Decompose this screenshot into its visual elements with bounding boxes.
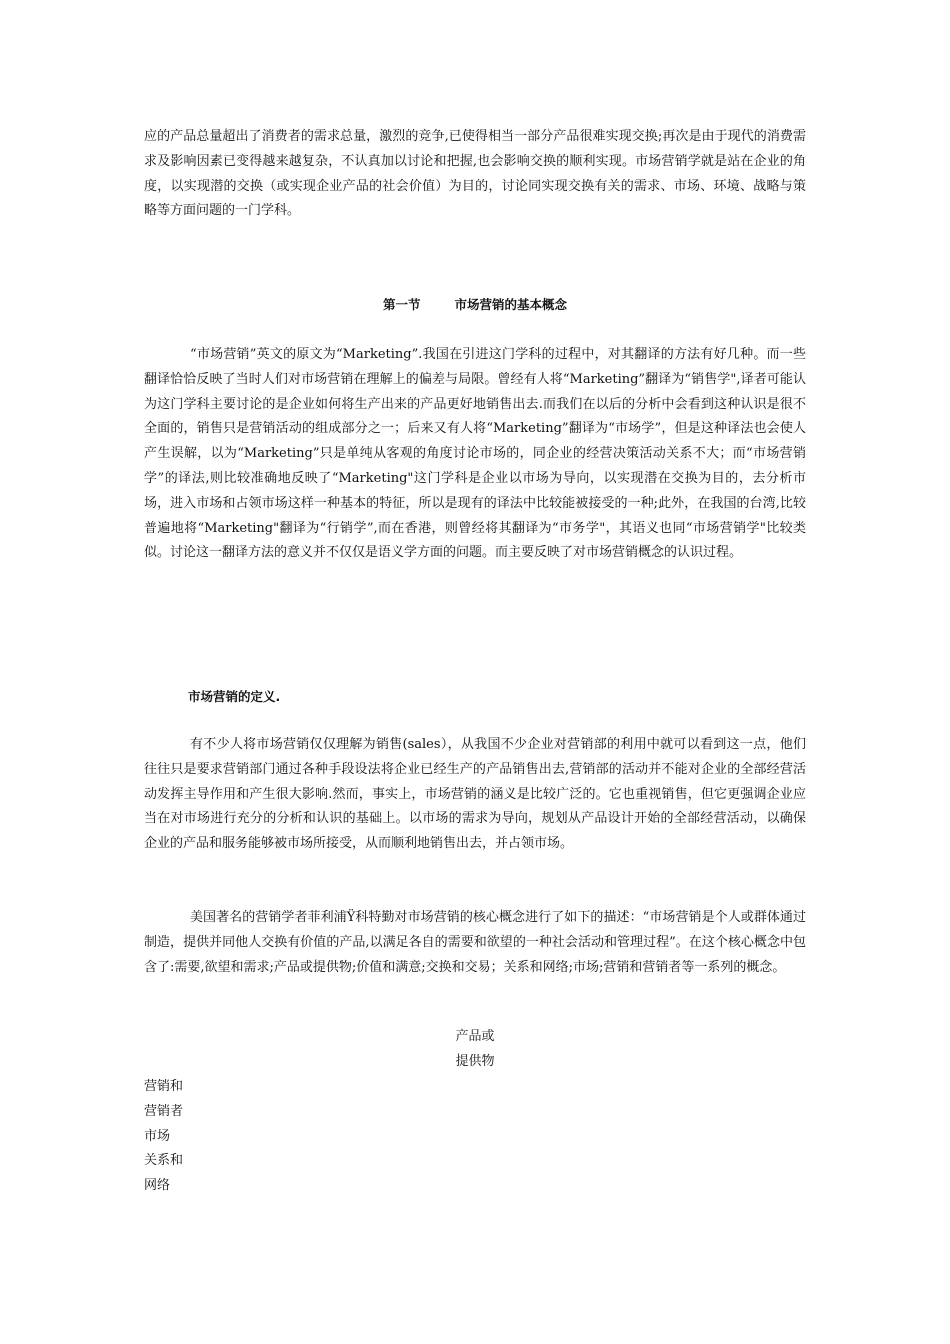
- subheading: 市场营销的定义.: [188, 689, 281, 704]
- diagram-top-label-line2: 提供物: [455, 1053, 495, 1069]
- translation-paragraph: “市场营销”英文的原文为“Marketing”.我国在引进这门学科的过程中，对其翻译的方法有好几种。而一些翻译恰恰反映了当时人们对市场营销在理解上的偏差与局限。曾经有人将“Marketing”翻译为“销售学",译者可能认为这门学科主要讨论的是企业如何将生产出来的产品更好地销售出去.而我们在以后的分析中会看到这种认识是很不全面的，销售只是营销活动的组成部分之一；后来又有人将“Marketing”翻译为“市场学”，但是这种译法也会使人产生误解，以为“Marketing”只是单纯从客观的角度讨论市场的，同企业的经营决策活动关系不大；而“市场营销学”的译法,则比较准确地反映了“Marketing"这门学科是企业以市场为导向，以实现潜在交换为目的，去分析市场，进入市场和占领市场这样一种基本的特征，所以是现有的译法中比较能被接受的一种;此外，在我国的台湾,比较普遍地将“Marketing"翻译为“行销学”,而在香港，则曾经将其翻译为“市务学"，其语义也同“市场营销学"比较类似。讨论这一翻译方法的意义并不仅仅是语义学方面的问题。而主要反映了对市场营销概念的认识过程。: [144, 347, 806, 561]
- diagram-label-item: 关系和: [144, 1153, 184, 1169]
- diagram-top-label-line1: 产品或: [455, 1029, 495, 1044]
- section-title: [144, 295, 806, 315]
- section-title-text: 市场营销的基本概念: [454, 297, 568, 312]
- diagram-label-item: 市场: [144, 1128, 171, 1144]
- diagram-label-item: 网络: [144, 1178, 171, 1194]
- kotler-paragraph: 美国著名的营销学者菲利浦Ÿ科特勤对市场营销的核心概念进行了如下的描述：“市场营销是个人或群体通过制造，提供并同他人交换有价值的产品,以满足各自的需要和欲望的一种社会活动和管理过程”。在这个核心概念中包含了:需要,欲望和需求;产品或提供物;价值和满意;交换和交易；关系和网络;市场;营销和营销者等一系列的概念。: [144, 910, 806, 975]
- intro-paragraph: 应的产品总量超出了消费者的需求总量，激烈的竞争,已使得相当一部分产品很难实现交换;再次是由于现代的消费需求及影响因素已变得越来越复杂，不认真加以讨论和把握,也会影响交换的顺利实现。市场营销学就是站在企业的角度，以实现潜的交换（或实现企业产品的社会价值）为目的，讨论同实现交换有关的需求、市场、环境、战略与策略等方面问题的一门学科。: [144, 129, 806, 219]
- diagram-label-item: 营销和: [144, 1079, 184, 1094]
- section-number: 第一节: [382, 297, 421, 312]
- diagram-left-labels: [144, 1075, 224, 1199]
- diagram-label-item: 营销者: [144, 1103, 184, 1119]
- diagram-top-label: [444, 1025, 506, 1075]
- definition-paragraph: 有不少人将市场营销仅仅理解为销售(sales），从我国不少企业对营销部的利用中就可以看到这一点，他们往往只是要求营销部门通过各种手段设法将企业已经生产的产品销售出去,营销部的活动并不能对企业的全部经营活动发挥主导作用和产生很大影响.然而，事实上，市场营销的涵义是比较广泛的。它也重视销售，但它更强调企业应当在对市场进行充分的分析和认识的基础上。以市场的需求为导向，规划从产品设计开始的全部经营活动，以确保企业的产品和服务能够被市场所接受，从而顺利地销售出去，并占领市场。: [144, 737, 806, 852]
